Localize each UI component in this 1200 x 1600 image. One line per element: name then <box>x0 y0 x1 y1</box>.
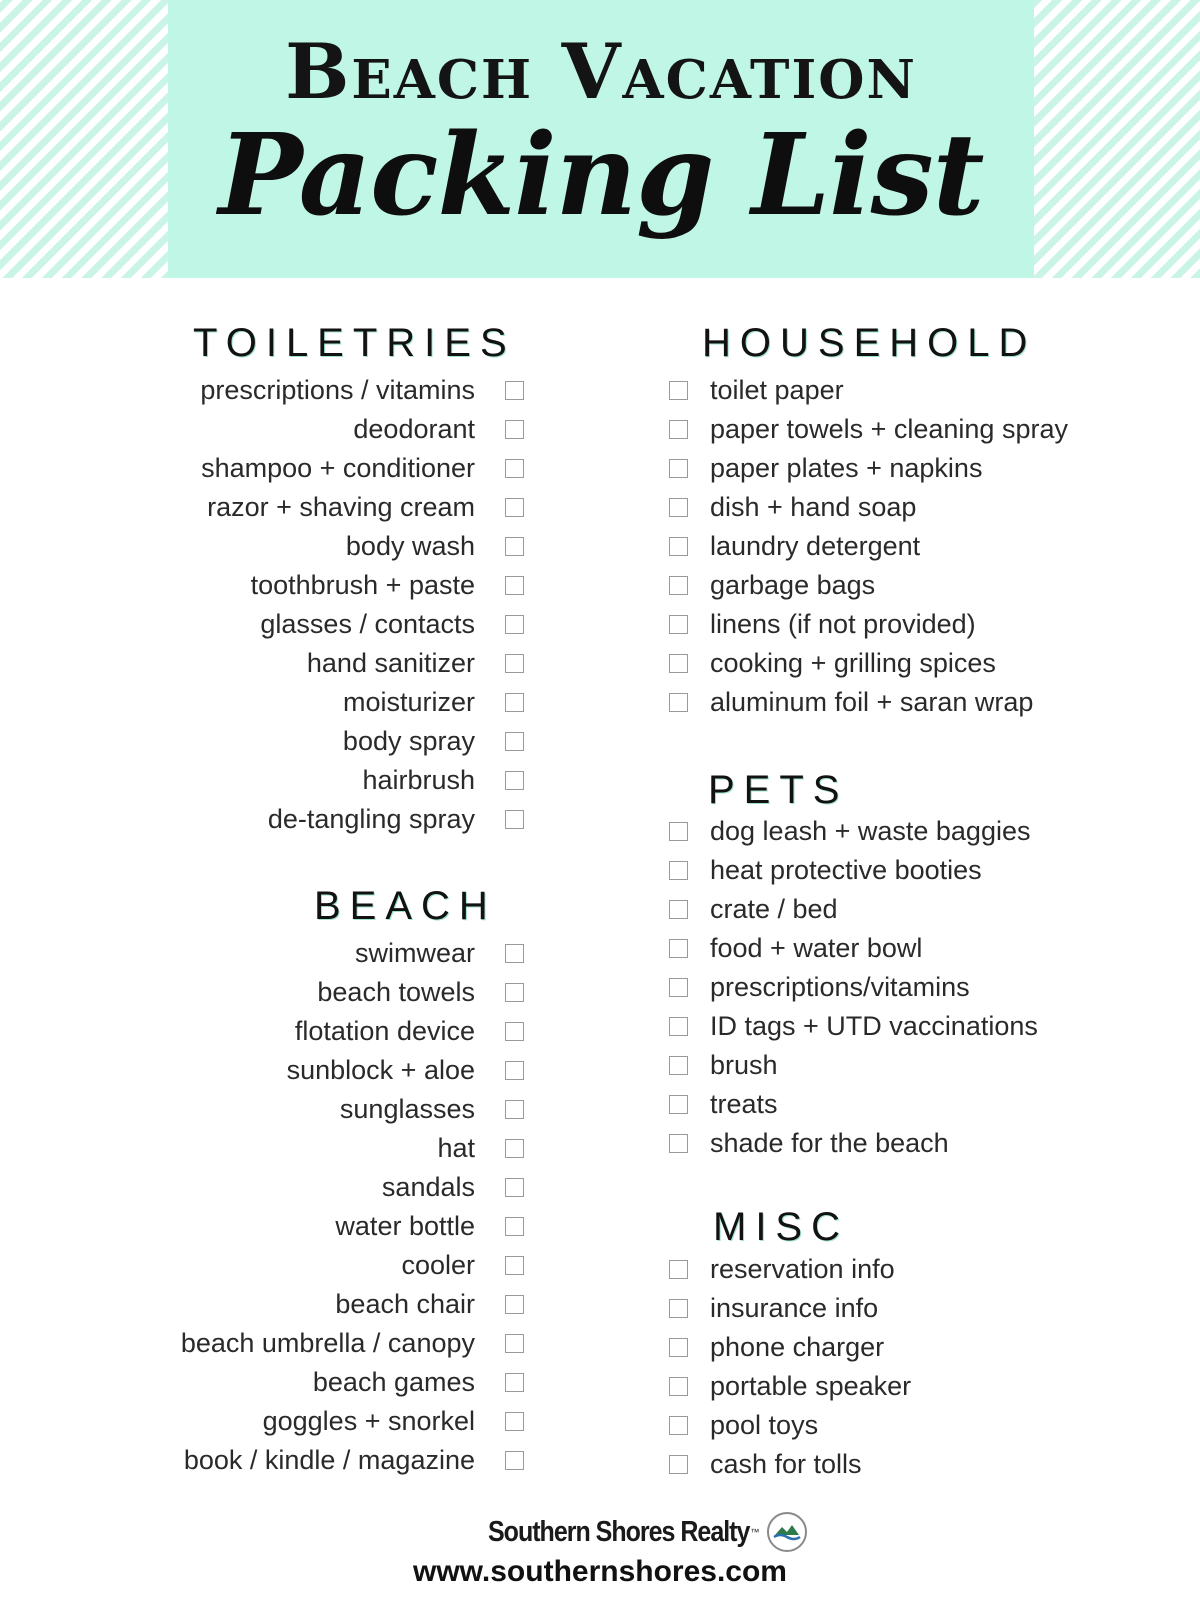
checkbox[interactable] <box>505 1412 524 1431</box>
checklist-item <box>200 449 524 488</box>
checklist-item <box>669 683 1068 722</box>
southern-shores-logo <box>488 1510 807 1554</box>
checkbox[interactable] <box>505 1451 524 1470</box>
checklist-item <box>181 1285 524 1324</box>
checkbox[interactable] <box>505 1061 524 1080</box>
checkbox[interactable] <box>505 983 524 1002</box>
brand-name: Southern Shores Realty <box>488 1515 750 1548</box>
checklist-item-label: goggles + snorkel <box>262 1406 475 1436</box>
checklist-item <box>200 566 524 605</box>
checklist-item-label: glasses / contacts <box>260 609 475 639</box>
checkbox[interactable] <box>505 1178 524 1197</box>
checkbox[interactable] <box>505 498 524 517</box>
checklist-item <box>669 1085 1038 1124</box>
checklist-item-label: paper plates + napkins <box>710 453 983 483</box>
checklist-item-label: brush <box>710 1050 778 1080</box>
checkbox[interactable] <box>505 810 524 829</box>
checklist-item-label: insurance info <box>710 1293 879 1323</box>
checkbox[interactable] <box>505 420 524 439</box>
checkbox[interactable] <box>505 459 524 478</box>
checklist-item <box>181 1012 524 1051</box>
checklist-item <box>181 973 524 1012</box>
checklist-item <box>669 1124 1038 1163</box>
checkbox[interactable] <box>505 771 524 790</box>
checklist-item <box>181 1402 524 1441</box>
checkbox[interactable] <box>505 615 524 634</box>
checklist-item-label: portable speaker <box>710 1371 912 1401</box>
checklist-item <box>669 812 1038 851</box>
checklist-item <box>200 527 524 566</box>
checkbox[interactable] <box>669 1299 688 1318</box>
checklist-item-label: reservation info <box>710 1254 895 1284</box>
checklist-item <box>669 1250 911 1289</box>
checklist-item-label: water bottle <box>335 1211 475 1241</box>
checklist-item-label: garbage bags <box>710 570 876 600</box>
title-beach-vacation: Beach Vacation <box>285 27 917 116</box>
checkbox[interactable] <box>505 1022 524 1041</box>
checklist-item-label: pool toys <box>710 1410 819 1440</box>
checkbox[interactable] <box>505 1373 524 1392</box>
checklist-item <box>200 488 524 527</box>
checklist-item <box>669 1406 911 1445</box>
checklist-item <box>669 527 1068 566</box>
checklist-item-label: food + water bowl <box>710 933 923 963</box>
checkbox[interactable] <box>505 381 524 400</box>
checklist-item-label: dish + hand soap <box>710 492 917 522</box>
checkbox[interactable] <box>505 1334 524 1353</box>
checkbox[interactable] <box>505 654 524 673</box>
section-heading-pets: PETS <box>708 768 849 812</box>
checkbox[interactable] <box>505 693 524 712</box>
checklist-item <box>669 1289 911 1328</box>
checkbox[interactable] <box>505 537 524 556</box>
checklist-item <box>181 1168 524 1207</box>
checkbox[interactable] <box>505 1100 524 1119</box>
checklist-item-label: dog leash + waste baggies <box>710 816 1031 846</box>
section-heading-misc: MISC <box>713 1205 849 1249</box>
section-heading-household: HOUSEHOLD <box>702 321 1037 365</box>
checklist-item <box>669 644 1068 683</box>
checkbox[interactable] <box>669 498 688 517</box>
checklist-item <box>669 890 1038 929</box>
checkbox[interactable] <box>669 1260 688 1279</box>
checklist-item-label: shade for the beach <box>710 1128 949 1158</box>
checklist-item <box>669 605 1068 644</box>
checklist-item <box>181 1246 524 1285</box>
trademark-symbol: ™ <box>750 1527 760 1537</box>
checklist-item <box>669 1445 911 1484</box>
checklist-item-label: hat <box>437 1133 475 1163</box>
checklist-item-label: cooking + grilling spices <box>710 648 996 678</box>
checklist-item-label: flotation device <box>294 1016 475 1046</box>
checkbox[interactable] <box>505 1139 524 1158</box>
checklist-item-label: hand sanitizer <box>306 648 475 678</box>
checklist-item-label: prescriptions / vitamins <box>200 375 475 405</box>
checklist-item <box>181 1441 524 1480</box>
checklist-item-label: linens (if not provided) <box>710 609 976 639</box>
checklist-item-label: ID tags + UTD vaccinations <box>710 1011 1038 1041</box>
checklist-item-label: sandals <box>381 1172 475 1202</box>
checklist-item-label: beach towels <box>317 977 475 1007</box>
checkbox[interactable] <box>669 381 688 400</box>
checklist-item-label: de-tangling spray <box>267 804 475 834</box>
checklist-item-label: shampoo + conditioner <box>201 453 475 483</box>
checklist-item-label: toothbrush + paste <box>250 570 475 600</box>
checklist-item <box>200 605 524 644</box>
checkbox[interactable] <box>669 1338 688 1357</box>
checklist-item-label: body wash <box>345 531 475 561</box>
checklist-item <box>200 644 524 683</box>
checklist-item-label: swimwear <box>354 938 475 968</box>
checklist-item <box>181 1090 524 1129</box>
checkbox[interactable] <box>669 822 688 841</box>
checklist-item <box>669 371 1068 410</box>
checklist-item <box>669 488 1068 527</box>
checkbox[interactable] <box>669 654 688 673</box>
checkbox[interactable] <box>669 459 688 478</box>
checkbox[interactable] <box>669 1455 688 1474</box>
checklist-item <box>669 566 1068 605</box>
checklist-item-label: beach chair <box>335 1289 475 1319</box>
pets-list <box>669 812 1038 1163</box>
section-heading-beach: BEACH <box>314 884 497 928</box>
checklist-item <box>669 968 1038 1007</box>
checklist-item <box>669 410 1068 449</box>
beach-list <box>181 934 524 1480</box>
checklist-item <box>181 1207 524 1246</box>
checklist-item <box>669 1007 1038 1046</box>
checkbox[interactable] <box>669 900 688 919</box>
checklist-item <box>181 934 524 973</box>
checklist-item <box>669 449 1068 488</box>
toiletries-list <box>200 371 524 839</box>
misc-list <box>669 1250 911 1484</box>
checklist-item-label: toilet paper <box>710 375 844 405</box>
checklist-item <box>181 1051 524 1090</box>
checkbox[interactable] <box>669 537 688 556</box>
checkbox[interactable] <box>669 978 688 997</box>
checkbox[interactable] <box>669 1095 688 1114</box>
checklist-item <box>200 800 524 839</box>
title-banner <box>168 0 1034 278</box>
checklist-item-label: book / kindle / magazine <box>183 1445 475 1475</box>
checklist-item-label: prescriptions/vitamins <box>710 972 970 1002</box>
checkbox[interactable] <box>669 615 688 634</box>
checklist-item <box>181 1363 524 1402</box>
checklist-item-label: deodorant <box>353 414 475 444</box>
checklist-item-label: aluminum foil + saran wrap <box>710 687 1034 717</box>
checklist-item-label: beach games <box>312 1367 475 1397</box>
checkbox[interactable] <box>669 420 688 439</box>
checkbox[interactable] <box>669 1017 688 1036</box>
checklist-item-label: sunblock + aloe <box>286 1055 475 1085</box>
checkbox[interactable] <box>505 576 524 595</box>
checklist-item-label: phone charger <box>710 1332 885 1362</box>
checkbox[interactable] <box>669 576 688 595</box>
checkbox[interactable] <box>505 1295 524 1314</box>
checklist-item <box>669 851 1038 890</box>
checklist-item <box>669 1367 911 1406</box>
checklist-item-label: crate / bed <box>710 894 838 924</box>
checkbox[interactable] <box>669 1377 688 1396</box>
checklist-item-label: body spray <box>342 726 475 756</box>
section-heading-toiletries: TOILETRIES <box>193 321 516 365</box>
checklist-item-label: heat protective booties <box>710 855 982 885</box>
checklist-item-label: cash for tolls <box>710 1449 862 1479</box>
checklist-item <box>181 1129 524 1168</box>
checkbox[interactable] <box>669 1416 688 1435</box>
checklist-item <box>669 1046 1038 1085</box>
checkbox[interactable] <box>505 944 524 963</box>
title-packing-list: Packing List <box>218 110 984 241</box>
brand-badge-icon <box>767 1512 807 1552</box>
checklist-item <box>669 929 1038 968</box>
checkbox[interactable] <box>505 732 524 751</box>
checklist-item-label: beach umbrella / canopy <box>180 1328 475 1358</box>
checkbox[interactable] <box>669 861 688 880</box>
checklist-item <box>181 1324 524 1363</box>
checklist-item-label: sunglasses <box>339 1094 475 1124</box>
checkbox[interactable] <box>669 693 688 712</box>
checklist-item-label: hairbrush <box>362 765 475 795</box>
checklist-item <box>200 683 524 722</box>
checklist-item <box>200 761 524 800</box>
checkbox[interactable] <box>505 1217 524 1236</box>
checklist-item <box>669 1328 911 1367</box>
checklist-item <box>200 410 524 449</box>
checklist-item-label: moisturizer <box>342 687 475 717</box>
website-link[interactable]: www.southernshores.com <box>413 1555 787 1588</box>
checkbox[interactable] <box>669 1056 688 1075</box>
household-list <box>669 371 1068 722</box>
checklist-item-label: paper towels + cleaning spray <box>710 414 1068 444</box>
checklist-item-label: cooler <box>401 1250 475 1280</box>
checklist-item-label: treats <box>710 1089 778 1119</box>
checklist-item <box>200 722 524 761</box>
checklist-item-label: razor + shaving cream <box>207 492 475 522</box>
checklist-item-label: laundry detergent <box>710 531 921 561</box>
checkbox[interactable] <box>669 1134 688 1153</box>
checklist-item <box>200 371 524 410</box>
checkbox[interactable] <box>505 1256 524 1275</box>
checkbox[interactable] <box>669 939 688 958</box>
